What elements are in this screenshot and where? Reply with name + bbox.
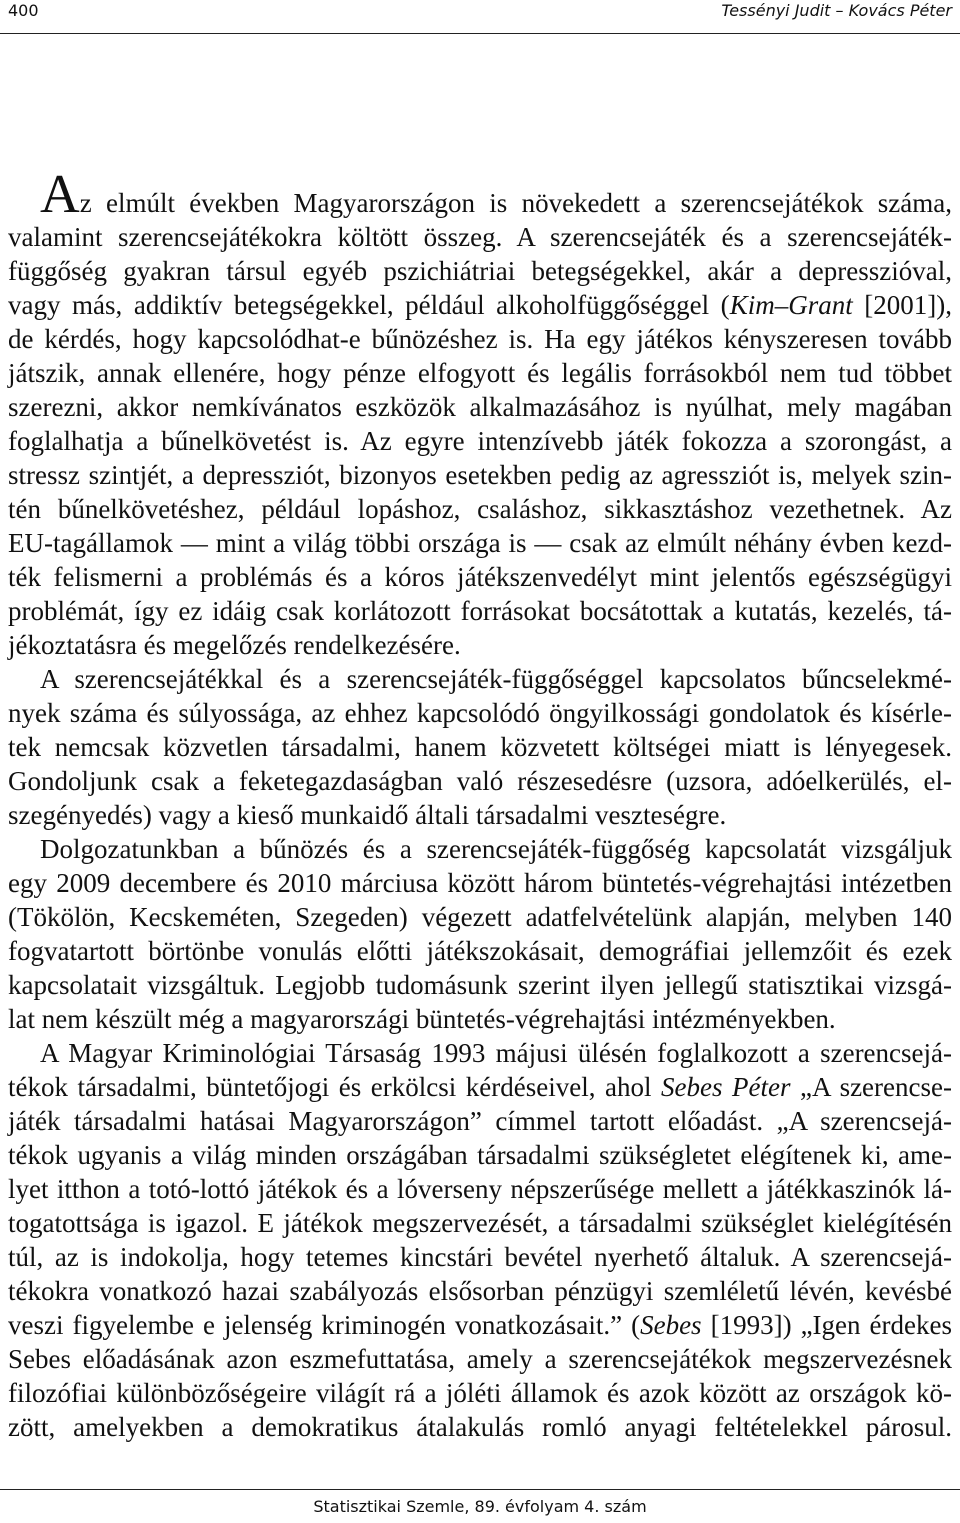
article-body <box>8 163 953 1444</box>
text-line: stressz szintjét, a depressziót, bizonyos esetekben pedig az agressziót is, melyek szin- <box>8 460 952 490</box>
page-number: 400 <box>8 1 39 20</box>
text-segment: veszi figyelembe e jelenség kriminogén vonatkozásait.” ( <box>8 1310 641 1340</box>
text-segment: „A szerencse- <box>790 1072 952 1102</box>
text-line: függőség gyakran társul egyéb pszichiátriai betegségekkel, akár a depresszióval, <box>8 256 952 286</box>
text-segment: [1993]) „Igen érdekes <box>701 1310 952 1340</box>
text-segment: vagy más, addiktív betegségekkel, például alkoholfüggőséggel ( <box>8 290 730 320</box>
text-line: Dolgozatunkban a bűnözés és a szerencsejáték-függőség kapcsolatát vizsgáljuk <box>40 834 952 864</box>
text-line <box>8 1070 952 1104</box>
text-line <box>8 1308 952 1342</box>
text-line: (Tökölön, Kecskeméten, Szegeden) végezett adatfelvételünk alapján, melyben 140 <box>8 902 952 932</box>
text-line <box>8 288 952 322</box>
text-line: tékokra vonatkozó hazai szabályozás elsősorban pénzügyi szemléletű lévén, kevésbé <box>8 1276 952 1306</box>
text-line: EU-tagállamok — mint a világ többi országa is — csak az elmúlt néhány évben kezd- <box>8 528 952 558</box>
text-line <box>8 163 952 224</box>
text-line: foglalhatja a bűnelkövetést is. Az egyre intenzívebb játék fokozza a szorongást, a <box>8 426 952 456</box>
cited-author: Sebes Péter <box>661 1072 791 1102</box>
text-line: fogvatartott börtönbe vonulás előtti játékszokásait, demográfiai jellemzőit és ezek <box>8 936 952 966</box>
text-line: de kérdés, hogy kapcsolódhat-e bűnözéshez is. Ha egy játékos kényszeresen tovább <box>8 324 952 354</box>
text-line: tek nemcsak közvetlen társadalmi, hanem közvetett költségei miatt is lényegesek. <box>8 732 952 762</box>
text-line: ték felismerni a problémás és a kóros játékszenvedélyt mint jelentős egészségügyi <box>8 562 952 592</box>
cited-authors: Kim–Grant <box>729 290 853 320</box>
text-line: Gondoljunk csak a feketegazdaságban való részesedésre (uzsora, adóelkerülés, el- <box>8 766 952 796</box>
text-segment: z elmúlt években Magyarországon is növekedett a szerencsejátékok száma, <box>79 188 952 218</box>
header-rule <box>0 33 960 34</box>
text-line: túl, az is indokolja, hogy tetemes kincstári bevétel nyerhető általuk. A szerencsejá- <box>8 1242 952 1272</box>
text-line: játék társadalmi hatásai Magyarországon” címmel tartott előadást. „A szerencsejá- <box>8 1106 952 1136</box>
text-line: szerezni, akkor nemkívánatos eszközök alkalmazásához is nyúlhat, mely magában <box>8 392 952 422</box>
text-line: togatottsága is igazol. E játékok megszervezését, a társadalmi szükséglet kielégítésén <box>8 1208 952 1238</box>
text-line: filozófiai különbözőségeire világít rá a jóléti államok és azok között az országok kö- <box>8 1378 952 1408</box>
text-line: nyek száma és súlyossága, az ehhez kapcsolódó öngyilkossági gondolatok és kísérle- <box>8 698 952 728</box>
text-line: valamint szerencsejátékokra költött összeg. A szerencsejáték és a szerencsejáték- <box>8 222 952 252</box>
text-segment: [2001]), <box>852 290 953 320</box>
text-line: A szerencsejátékkal és a szerencsejáték-függőséggel kapcsolatos bűncselekmé- <box>40 664 952 694</box>
text-line: A Magyar Kriminológiai Társaság 1993 májusi ülésén foglalkozott a szerencsejá- <box>40 1038 952 1068</box>
text-line: zött, amelyekben a demokratikus átalakulás romló anyagi feltételekkel párosul. <box>8 1412 952 1442</box>
text-line: jékoztatásra és megelőzés rendelkezésére. <box>8 630 461 660</box>
text-line: szegényedés) vagy a kieső munkaidő általi társadalmi veszteségre. <box>8 800 727 830</box>
cited-author: Sebes <box>640 1310 702 1340</box>
text-line: játszik, annak ellenére, hogy pénze elfogyott és legális forrásokból nem tud többet <box>8 358 952 388</box>
journal-footer: Statisztikai Szemle, 89. évfolyam 4. szám <box>313 1497 647 1516</box>
page-header <box>0 0 960 34</box>
text-segment: tékok társadalmi, büntetőjogi és erkölcsi kérdéseivel, ahol <box>8 1072 662 1102</box>
text-line: kapcsolatait vizsgáltuk. Legjobb tudomásunk szerint ilyen jellegű statisztikai vizsgá- <box>8 970 952 1000</box>
text-line: lat nem készült még a magyarországi büntetés-végrehajtási intézményekben. <box>8 1004 836 1034</box>
footer-rule <box>0 1489 960 1490</box>
text-line: egy 2009 decembere és 2010 márciusa között három büntetés-végrehajtási intézetben <box>8 868 952 898</box>
paragraph <box>8 1036 952 1444</box>
text-line: lyet itthon a totó-lottó játékok és a lóverseny népszerűsége mellett a játékkaszinók lá- <box>8 1174 952 1204</box>
text-line: Sebes előadásának azon eszmefuttatása, amely a szerencsejátékok megszervezésnek <box>8 1344 952 1374</box>
text-line: problémát, így ez idáig csak korlátozott forrásokat bocsátottak a kutatás, kezelés, tá- <box>8 596 952 626</box>
drop-cap-letter: A <box>40 163 80 224</box>
paragraph <box>8 832 952 1036</box>
text-line: tékok ugyanis a világ minden országában társadalmi szükségletet elégítenek ki, ame- <box>8 1140 952 1170</box>
running-head-authors: Tessényi Judit – Kovács Péter <box>721 1 952 20</box>
paragraph <box>8 163 953 662</box>
text-line: tén bűnelkövetéshez, például lopáshoz, csaláshoz, sikkasztáshoz vezethetnek. Az <box>8 494 952 524</box>
paragraph <box>8 662 952 832</box>
